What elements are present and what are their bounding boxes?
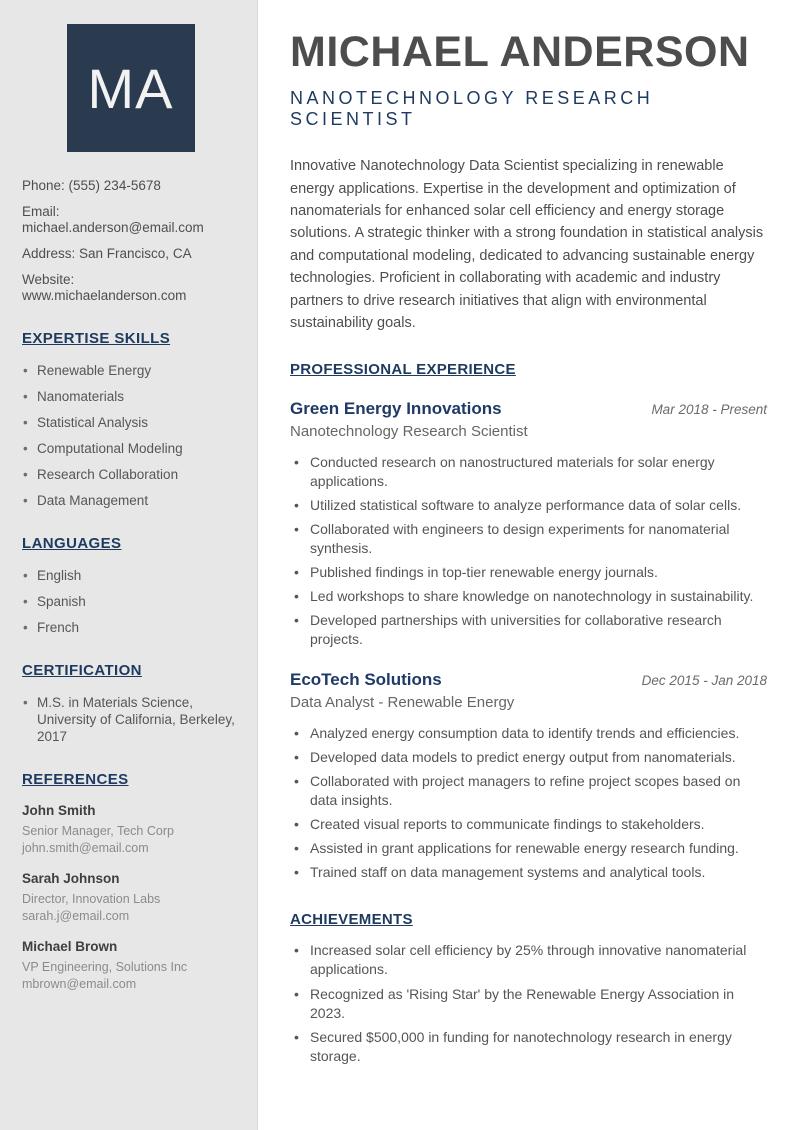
job-bullet: • Created visual reports to communicate findings to stakeholders. bbox=[290, 815, 767, 834]
language-item: • French bbox=[22, 619, 239, 636]
reference-name: John Smith bbox=[22, 803, 96, 818]
job-bullet-list bbox=[290, 453, 767, 649]
skill-item: • Statistical Analysis bbox=[22, 414, 239, 431]
references-list bbox=[22, 803, 239, 993]
job-bullet: • Developed data models to predict energy output from nanomaterials. bbox=[290, 748, 767, 767]
achievement-bullet: • Recognized as 'Rising Star' by the Renewable Energy Association in 2023. bbox=[290, 985, 767, 1023]
expertise-skills-section bbox=[22, 330, 239, 509]
contact-line: Phone: (555) 234-5678 bbox=[22, 178, 161, 193]
reference-email: mbrown@email.com bbox=[22, 977, 137, 991]
languages-list bbox=[22, 567, 239, 636]
reference-role: Director, Innovation Labs bbox=[22, 892, 161, 906]
company-name: EcoTech Solutions bbox=[290, 670, 442, 690]
job-bullet: • Led workshops to share knowledge on nanotechnology in sustainability. bbox=[290, 587, 767, 606]
job-bullet: • Analyzed energy consumption data to identify trends and efficiencies. bbox=[290, 724, 767, 743]
avatar-monogram bbox=[67, 24, 195, 152]
achievement-bullet: • Secured $500,000 in funding for nanotechnology research in energy storage. bbox=[290, 1028, 767, 1066]
professional-experience-heading: PROFESSIONAL EXPERIENCE bbox=[290, 361, 516, 379]
job-role: Nanotechnology Research Scientist bbox=[290, 423, 528, 441]
references-section bbox=[22, 771, 239, 993]
job-bullet: • Conducted research on nanostructured materials for solar energy applications. bbox=[290, 453, 767, 491]
contact-line: Address: San Francisco, CA bbox=[22, 246, 192, 261]
certification-heading: CERTIFICATION bbox=[22, 662, 142, 679]
language-item: • Spanish bbox=[22, 593, 239, 610]
job-entry-ecotech bbox=[290, 670, 767, 882]
achievements-section bbox=[290, 911, 767, 1066]
reference-person bbox=[22, 803, 239, 857]
monogram-initials: MA bbox=[87, 56, 174, 120]
job-bullet: • Assisted in grant applications for renewable energy research funding. bbox=[290, 839, 767, 858]
job-bullet: • Developed partnerships with universities for collaborative research projects. bbox=[290, 611, 767, 649]
sidebar bbox=[0, 0, 258, 1130]
job-dates: Mar 2018 - Present bbox=[651, 402, 767, 418]
contact-line: Email: michael.anderson@email.com bbox=[22, 204, 204, 235]
job-bullet: • Collaborated with project managers to refine project scopes based on data insights. bbox=[290, 772, 767, 810]
skill-item: • Computational Modeling bbox=[22, 440, 239, 457]
reference-email: sarah.j@email.com bbox=[22, 909, 130, 923]
reference-person bbox=[22, 871, 239, 925]
languages-section bbox=[22, 535, 239, 636]
reference-email: john.smith@email.com bbox=[22, 841, 149, 855]
job-entry-green-energy bbox=[290, 399, 767, 649]
contact-line: Website: www.michaelanderson.com bbox=[22, 272, 187, 303]
language-item: • English bbox=[22, 567, 239, 584]
achievements-heading: ACHIEVEMENTS bbox=[290, 911, 413, 929]
job-bullet: • Utilized statistical software to analyze performance data of solar cells. bbox=[290, 496, 767, 515]
skill-item: • Renewable Energy bbox=[22, 362, 239, 379]
job-bullet: • Collaborated with engineers to design experiments for nanomaterial synthesis. bbox=[290, 520, 767, 558]
job-bullet-list bbox=[290, 724, 767, 882]
reference-person bbox=[22, 939, 239, 993]
references-heading: REFERENCES bbox=[22, 771, 129, 788]
achievements-list bbox=[290, 941, 767, 1066]
company-name: Green Energy Innovations bbox=[290, 399, 502, 419]
certification-item: • M.S. in Materials Science, University of California, Berkeley, 2017 bbox=[22, 694, 239, 745]
reference-role: VP Engineering, Solutions Inc bbox=[22, 960, 188, 974]
resume-main bbox=[259, 0, 800, 1130]
job-header bbox=[290, 399, 767, 419]
certification-list bbox=[22, 694, 239, 745]
contact-info bbox=[22, 178, 239, 304]
job-bullet: • Published findings in top-tier renewable energy journals. bbox=[290, 563, 767, 582]
job-role: Data Analyst - Renewable Energy bbox=[290, 694, 515, 712]
person-name: MICHAEL ANDERSON bbox=[290, 28, 750, 76]
skill-item: • Nanomaterials bbox=[22, 388, 239, 405]
reference-name: Sarah Johnson bbox=[22, 871, 120, 886]
achievement-bullet: • Increased solar cell efficiency by 25% through innovative nanomaterial applications. bbox=[290, 941, 767, 979]
expertise-skills-heading: EXPERTISE SKILLS bbox=[22, 330, 171, 347]
professional-summary: Innovative Nanotechnology Data Scientist specializing in renewable energy applications. Expertise in the development and optimization of nanomaterials for enhanced solar cell efficiency and energy storage solutions. A strategic thinker with a strong foundation in statistical analysis and computational modeling, dedicated to advancing sustainable energy technologies. Proficient in collaborating with academic and industry partners to drive research initiatives that align with environmental sustainability goals. bbox=[290, 158, 764, 331]
skill-item: • Data Management bbox=[22, 492, 239, 509]
reference-role: Senior Manager, Tech Corp bbox=[22, 824, 174, 838]
professional-experience-section bbox=[290, 361, 767, 882]
job-header bbox=[290, 670, 767, 690]
expertise-skills-list bbox=[22, 362, 239, 509]
reference-name: Michael Brown bbox=[22, 939, 118, 954]
job-bullet: • Trained staff on data management systems and analytical tools. bbox=[290, 863, 767, 882]
job-dates: Dec 2015 - Jan 2018 bbox=[641, 673, 767, 689]
languages-heading: LANGUAGES bbox=[22, 535, 122, 552]
person-job-title: NANOTECHNOLOGY RESEARCH SCIENTIST bbox=[290, 88, 654, 130]
skill-item: • Research Collaboration bbox=[22, 466, 239, 483]
certification-section bbox=[22, 662, 239, 745]
